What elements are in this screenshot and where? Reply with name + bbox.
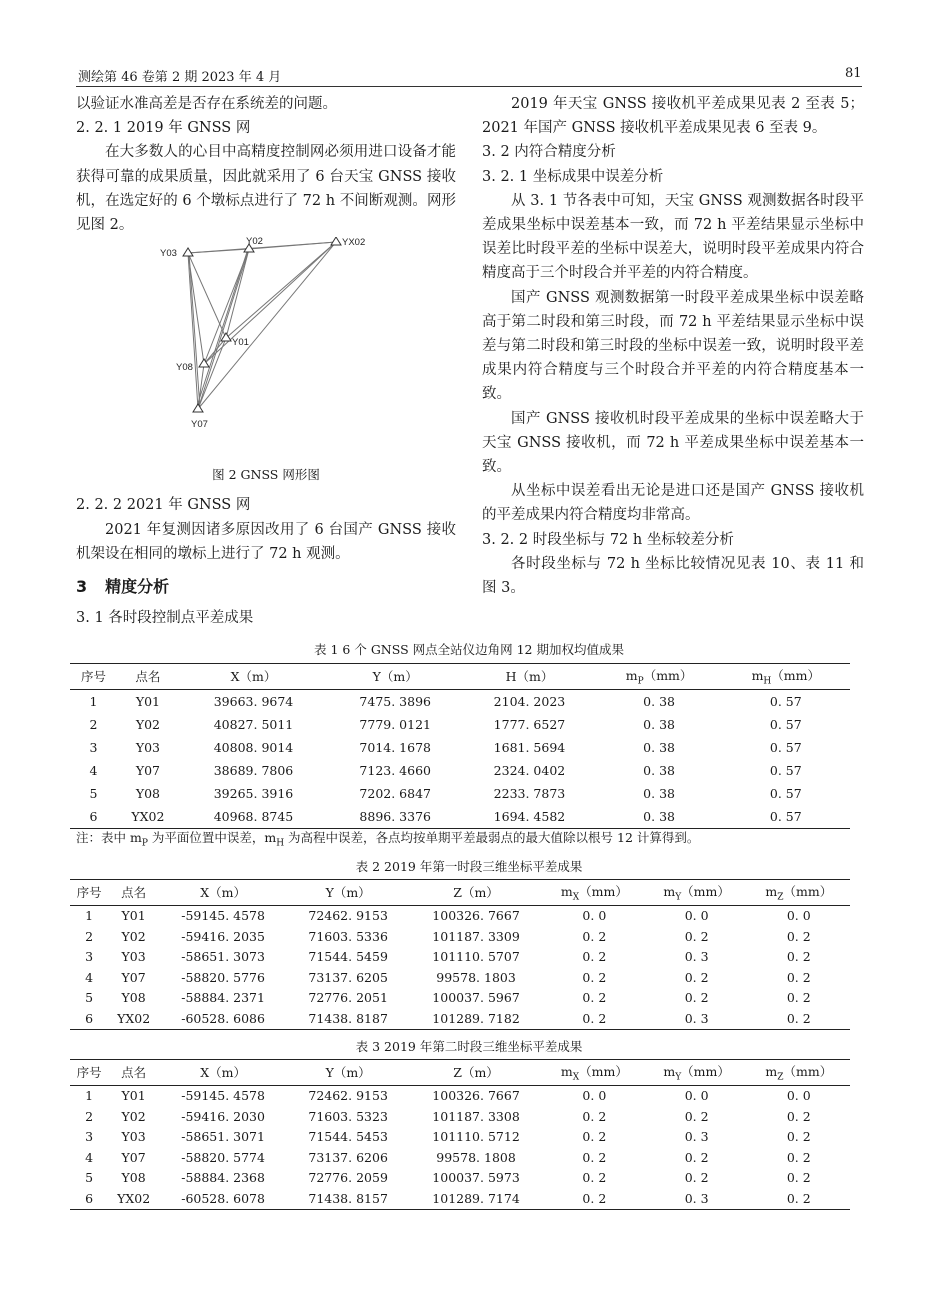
table-cell: 73137. 6205 bbox=[308, 969, 388, 985]
table-cell: 0. 0 bbox=[786, 1088, 811, 1104]
table-cell: 4 bbox=[89, 762, 98, 778]
table-cell: 101289. 7182 bbox=[409, 1008, 543, 1029]
table-cell: 71438. 8187 bbox=[287, 1008, 409, 1029]
table-cell: 7475. 3896 bbox=[359, 693, 431, 709]
table-cell: 100037. 5973 bbox=[432, 1170, 520, 1186]
table-cell: 0. 57 bbox=[722, 805, 850, 829]
table-cell: 0. 0 bbox=[684, 1088, 709, 1104]
table-cell: 71603. 5323 bbox=[308, 1108, 388, 1124]
running-header: 测绘第 46 卷第 2 期 2023 年 4 月 bbox=[78, 70, 282, 85]
column-header: 序号 bbox=[70, 1060, 108, 1086]
column-header: Z（m） bbox=[409, 880, 543, 906]
table2 bbox=[70, 879, 850, 1030]
table-cell: 100037. 5967 bbox=[432, 990, 520, 1006]
table-cell: 7779. 0121 bbox=[359, 716, 431, 732]
column-header: Y（m） bbox=[287, 1060, 409, 1086]
column-header: 序号 bbox=[70, 880, 108, 906]
table-cell: 0. 38 bbox=[597, 805, 722, 829]
table-cell: 0. 2 bbox=[786, 1108, 811, 1124]
table-cell: 72462. 9153 bbox=[308, 1088, 388, 1104]
table-cell: -58651. 3071 bbox=[181, 1129, 265, 1145]
column-header: $m_Z(mm)$ bbox=[748, 880, 850, 906]
table-cell: 1 bbox=[89, 693, 98, 709]
table-cell: 0. 2 bbox=[786, 1149, 811, 1165]
table-cell: 0. 2 bbox=[786, 969, 811, 985]
table-cell: 1681. 5694 bbox=[493, 739, 566, 755]
column-header: H（m） bbox=[462, 664, 596, 690]
section-heading-3-2: 3. 2 内符合精度分析 bbox=[482, 144, 616, 161]
table3-caption: 表 3 2019 年第二时段三维坐标平差成果 bbox=[355, 1039, 583, 1054]
table-cell: 72462. 9153 bbox=[308, 908, 388, 924]
table-cell: 6 bbox=[70, 805, 117, 829]
table-cell: YX02 bbox=[108, 1188, 159, 1209]
table-cell: 0. 0 bbox=[582, 1088, 607, 1104]
table-cell: 0. 2 bbox=[748, 1008, 850, 1029]
column-header: X（m） bbox=[179, 664, 328, 690]
column-header: X（m） bbox=[159, 1060, 287, 1086]
column-header: $m_X(mm)$ bbox=[543, 880, 646, 906]
paragraph: 各时段坐标与 72 h 坐标比较情况见表 10、表 11 和图 3。 bbox=[482, 555, 864, 597]
table-row bbox=[70, 713, 850, 736]
table-cell: 101110. 5707 bbox=[432, 949, 520, 965]
point-marker bbox=[183, 248, 193, 256]
label-y02: Y02 bbox=[246, 237, 263, 248]
column-header: 序号 bbox=[70, 664, 117, 690]
table-cell: 0. 2 bbox=[582, 928, 607, 944]
table-cell: 1777. 6527 bbox=[493, 716, 566, 732]
table-cell: -59145. 4578 bbox=[181, 1088, 265, 1104]
table-cell: -58884. 2371 bbox=[181, 990, 265, 1006]
table-cell: -58820. 5776 bbox=[181, 969, 265, 985]
paragraph: 2019 年天宝 GNSS 接收机平差成果见表 2 至表 5；2021 年国产 GNSS 接收机平差成果见表 6 至表 9。 bbox=[482, 96, 864, 137]
table-cell: 0. 2 bbox=[786, 990, 811, 1006]
table-row bbox=[70, 988, 850, 1009]
table-cell: YX02 bbox=[108, 1008, 159, 1029]
table-cell: 0. 3 bbox=[684, 1129, 709, 1145]
network-diagram bbox=[76, 237, 456, 457]
table-cell: 6 bbox=[70, 1008, 108, 1029]
table-cell: 0. 57 bbox=[769, 785, 802, 801]
table-cell: 2104. 2023 bbox=[493, 693, 566, 709]
table-cell: 0. 2 bbox=[786, 928, 811, 944]
table-cell: 0. 2 bbox=[684, 990, 709, 1006]
table-cell: 99578. 1808 bbox=[436, 1149, 516, 1165]
table-row bbox=[70, 782, 850, 805]
column-header: $m_Y(mm)$ bbox=[646, 880, 748, 906]
table-cell: 72776. 2059 bbox=[308, 1170, 388, 1186]
table-cell: 7202. 6847 bbox=[359, 785, 431, 801]
left-column bbox=[76, 92, 456, 630]
table-cell: Y01 bbox=[135, 693, 160, 709]
table-cell: 0. 2 bbox=[543, 1188, 646, 1209]
table-cell: -59145. 4578 bbox=[181, 908, 265, 924]
table-cell: 0. 2 bbox=[582, 990, 607, 1006]
table-cell: Y08 bbox=[121, 990, 146, 1006]
table-cell: 1694. 4582 bbox=[462, 805, 596, 829]
table-cell: 0. 38 bbox=[643, 762, 675, 778]
table-row bbox=[70, 905, 850, 926]
paragraph: 从 3. 1 节各表中可知，天宝 GNSS 观测数据各时段平差成果坐标中误差基本一致，而 72 h 平差结果显示坐标中误差比时段平差的坐标中误差大，说明时段平差成果内符合精度高于三个时段合并平差的内符合精度。 bbox=[482, 192, 864, 282]
table-cell: 0. 3 bbox=[646, 1008, 748, 1029]
table-row bbox=[70, 1008, 850, 1029]
table-cell: 4 bbox=[85, 1149, 94, 1165]
paragraph: 2021 年复测因诸多原因改用了 6 台国产 GNSS 接收机架设在相同的墩标上进行了 72 h 观测。 bbox=[76, 521, 456, 562]
table-cell: 8896. 3376 bbox=[328, 805, 462, 829]
table-cell: Y02 bbox=[121, 1108, 146, 1124]
section-heading-3-2-1: 3. 2. 1 坐标成果中误差分析 bbox=[482, 168, 664, 185]
table-cell: 39663. 9674 bbox=[213, 693, 294, 709]
table-cell: -58651. 3073 bbox=[181, 949, 265, 965]
table-cell: 0. 2 bbox=[543, 1008, 646, 1029]
table-row bbox=[70, 967, 850, 988]
table-cell: 5 bbox=[85, 1170, 94, 1186]
column-header: 点名 bbox=[108, 880, 159, 906]
table-cell: 0. 2 bbox=[684, 1108, 709, 1124]
table-cell: 0. 2 bbox=[684, 1149, 709, 1165]
table-cell: 5 bbox=[89, 785, 98, 801]
table-row bbox=[70, 926, 850, 947]
table3 bbox=[70, 1059, 850, 1210]
table-cell: 0. 2 bbox=[786, 1170, 811, 1186]
table-cell: 0. 57 bbox=[769, 739, 802, 755]
table-cell: 0. 57 bbox=[769, 716, 802, 732]
table-cell: 0. 38 bbox=[643, 716, 675, 732]
table-cell: 40968. 8745 bbox=[179, 805, 328, 829]
table-cell: -58884. 2368 bbox=[181, 1170, 265, 1186]
table-cell: 0. 3 bbox=[684, 949, 709, 965]
table-cell: 71544. 5459 bbox=[308, 949, 388, 965]
table-row bbox=[70, 736, 850, 759]
table-cell: 0. 38 bbox=[643, 739, 675, 755]
label-yx02: YX02 bbox=[342, 237, 366, 249]
point-marker bbox=[221, 333, 231, 341]
table-row bbox=[70, 805, 850, 829]
table-cell: 1 bbox=[85, 908, 94, 924]
table-cell: 7123. 4660 bbox=[359, 762, 431, 778]
table-cell: 0. 38 bbox=[643, 785, 675, 801]
table-cell: 100326. 7667 bbox=[432, 1088, 520, 1104]
table-row bbox=[70, 947, 850, 968]
table-cell: -59416. 2035 bbox=[181, 928, 265, 944]
table-cell: 2 bbox=[85, 928, 94, 944]
right-column bbox=[482, 92, 864, 600]
label-y03: Y03 bbox=[160, 248, 177, 260]
table-cell: 0. 3 bbox=[646, 1188, 748, 1209]
table-cell: 7014. 1678 bbox=[359, 739, 431, 755]
table-header-row bbox=[70, 880, 850, 906]
table-cell: Y03 bbox=[121, 1129, 146, 1145]
section-title: 精度分析 bbox=[105, 577, 170, 597]
table-cell: 99578. 1803 bbox=[436, 969, 516, 985]
table-cell: 40808. 9014 bbox=[213, 739, 294, 755]
table-cell: Y07 bbox=[135, 762, 160, 778]
table-cell: 38689. 7806 bbox=[213, 762, 294, 778]
table-cell: 0. 2 bbox=[582, 1129, 607, 1145]
table-cell: 71603. 5336 bbox=[308, 928, 388, 944]
table-cell: 0. 0 bbox=[582, 908, 607, 924]
label-y08: Y08 bbox=[176, 362, 193, 374]
table1 bbox=[70, 663, 850, 829]
table-cell: Y03 bbox=[121, 949, 146, 965]
column-header: 点名 bbox=[117, 664, 179, 690]
table-header-row bbox=[70, 664, 850, 690]
table-cell: 2 bbox=[85, 1108, 94, 1124]
table-cell: 5 bbox=[85, 990, 94, 1006]
gnss-network-figure bbox=[76, 237, 456, 457]
column-header: $m_Z(mm)$ bbox=[748, 1060, 850, 1086]
table-cell: 0. 0 bbox=[684, 908, 709, 924]
table-cell: 71544. 5453 bbox=[308, 1129, 388, 1145]
table-row bbox=[70, 1127, 850, 1148]
table-cell: Y02 bbox=[121, 928, 146, 944]
paragraph: 国产 GNSS 观测数据第一时段平差成果坐标中误差略高于第二时段和第三时段，而 72 h 平差结果显示坐标中误差与第二时段和第三时段的坐标中误差一致，说明时段平差成果内符合精度与三个时段合并平差的内符合精度基本一致。 bbox=[482, 289, 864, 403]
table-cell: -60528. 6086 bbox=[159, 1008, 287, 1029]
table-cell: Y01 bbox=[121, 908, 146, 924]
table-cell: 0. 0 bbox=[786, 908, 811, 924]
paragraph: 在大多数人的心目中高精度控制网必须用进口设备才能获得可靠的成果质量，因此就采用了 6 台天宝 GNSS 接收机，在选定好的 6 个墩标点进行了 72 h 不间断观测。网形见图 2。 bbox=[76, 144, 456, 234]
table-row bbox=[70, 689, 850, 713]
column-header: Y（m） bbox=[287, 880, 409, 906]
label-y07: Y07 bbox=[191, 419, 208, 431]
table-cell: -58820. 5774 bbox=[181, 1149, 265, 1165]
table-cell: 0. 57 bbox=[769, 693, 802, 709]
table-cell: 101110. 5712 bbox=[432, 1129, 520, 1145]
table-cell: 0. 2 bbox=[786, 949, 811, 965]
paragraph: 以验证水准高差是否存在系统差的问题。 bbox=[76, 96, 337, 112]
table-cell: Y07 bbox=[121, 1149, 146, 1165]
table-cell: -59416. 2030 bbox=[181, 1108, 265, 1124]
table-cell: 0. 57 bbox=[769, 762, 802, 778]
table-cell: 2 bbox=[89, 716, 98, 732]
table-cell: YX02 bbox=[117, 805, 179, 829]
table-cell: 40827. 5011 bbox=[213, 716, 294, 732]
table-cell: Y01 bbox=[121, 1088, 146, 1104]
section-heading-2-2-1: 2. 2. 1 2019 年 GNSS 网 bbox=[76, 120, 251, 137]
paragraph: 从坐标中误差看出无论是进口还是国产 GNSS 接收机的平差成果内符合精度均非常高。 bbox=[482, 483, 864, 524]
table-cell: 3 bbox=[85, 949, 94, 965]
table-row bbox=[70, 759, 850, 782]
table-cell: Y08 bbox=[135, 785, 160, 801]
table-cell: 3 bbox=[85, 1129, 94, 1145]
table-cell: 71438. 8157 bbox=[287, 1188, 409, 1209]
table-cell: 73137. 6206 bbox=[308, 1149, 388, 1165]
table-cell: 0. 2 bbox=[582, 1170, 607, 1186]
section-heading-2-2-2: 2. 2. 2 2021 年 GNSS 网 bbox=[76, 497, 251, 514]
table-cell: 4 bbox=[85, 969, 94, 985]
table-cell: 3 bbox=[89, 739, 98, 755]
table-cell: 39265. 3916 bbox=[213, 785, 294, 801]
column-header: $m_P(mm)$ bbox=[597, 664, 722, 690]
table-cell: Y08 bbox=[121, 1170, 146, 1186]
table-cell: 2324. 0402 bbox=[493, 762, 566, 778]
figure-caption: 图 2 GNSS 网形图 bbox=[212, 467, 320, 483]
page-number: 81 bbox=[845, 66, 862, 81]
section-heading-3 bbox=[76, 575, 456, 599]
table-cell: Y02 bbox=[135, 716, 160, 732]
table-header-row bbox=[70, 1060, 850, 1086]
table-cell: 1 bbox=[85, 1088, 94, 1104]
table2-caption: 表 2 2019 年第一时段三维坐标平差成果 bbox=[355, 859, 583, 874]
section-heading-3-2-2: 3. 2. 2 时段坐标与 72 h 坐标较差分析 bbox=[482, 531, 734, 548]
table-cell: 101187. 3309 bbox=[432, 928, 520, 944]
table-row bbox=[70, 1188, 850, 1209]
column-header: Y（m） bbox=[328, 664, 462, 690]
column-header: Z（m） bbox=[409, 1060, 543, 1086]
table-cell: 100326. 7667 bbox=[432, 908, 520, 924]
table-cell: 0. 2 bbox=[684, 1170, 709, 1186]
section-heading-3-1: 3. 1 各时段控制点平差成果 bbox=[76, 610, 254, 627]
table-cell: Y07 bbox=[121, 969, 146, 985]
header-rule bbox=[76, 86, 862, 87]
table1-note: 注：表中 $m_P$ 为平面位置中误差，$m_H$ 为高程中误差，各点均按单期平差最弱点的最大值除以根号 12 计算得到。 bbox=[76, 830, 700, 849]
table-cell: 101187. 3308 bbox=[432, 1108, 520, 1124]
column-header: $m_X(mm)$ bbox=[543, 1060, 646, 1086]
label-y01: Y01 bbox=[232, 337, 249, 349]
table-cell: 2233. 7873 bbox=[493, 785, 566, 801]
table-cell: 6 bbox=[70, 1188, 108, 1209]
table-row bbox=[70, 1106, 850, 1127]
table-row bbox=[70, 1168, 850, 1189]
table-cell: 0. 2 bbox=[786, 1129, 811, 1145]
table-row bbox=[70, 1085, 850, 1106]
column-header: $m_Y(mm)$ bbox=[646, 1060, 748, 1086]
table1-caption: 表 1 6 个 GNSS 网点全站仪边角网 12 期加权均值成果 bbox=[314, 642, 624, 657]
table-cell: 0. 2 bbox=[748, 1188, 850, 1209]
table-cell: 0. 2 bbox=[684, 969, 709, 985]
column-header: $m_H(mm)$ bbox=[722, 664, 850, 690]
table-cell: 0. 2 bbox=[582, 949, 607, 965]
table-cell: 101289. 7174 bbox=[409, 1188, 543, 1209]
table-cell: 72776. 2051 bbox=[308, 990, 388, 1006]
table-cell: 0. 2 bbox=[582, 969, 607, 985]
section-number: 3 bbox=[76, 577, 88, 597]
table-cell: 0. 38 bbox=[643, 693, 675, 709]
table-cell: Y03 bbox=[135, 739, 160, 755]
table-cell: 0. 2 bbox=[582, 1108, 607, 1124]
table-cell: 0. 2 bbox=[582, 1149, 607, 1165]
table-cell: -60528. 6078 bbox=[159, 1188, 287, 1209]
column-header: 点名 bbox=[108, 1060, 159, 1086]
table-cell: 0. 2 bbox=[684, 928, 709, 944]
column-header: X（m） bbox=[159, 880, 287, 906]
paragraph: 国产 GNSS 接收机时段平差成果的坐标中误差略大于天宝 GNSS 接收机，而 72 h 平差成果坐标中误差基本一致。 bbox=[482, 410, 864, 476]
table-row bbox=[70, 1147, 850, 1168]
point-marker bbox=[331, 237, 341, 245]
